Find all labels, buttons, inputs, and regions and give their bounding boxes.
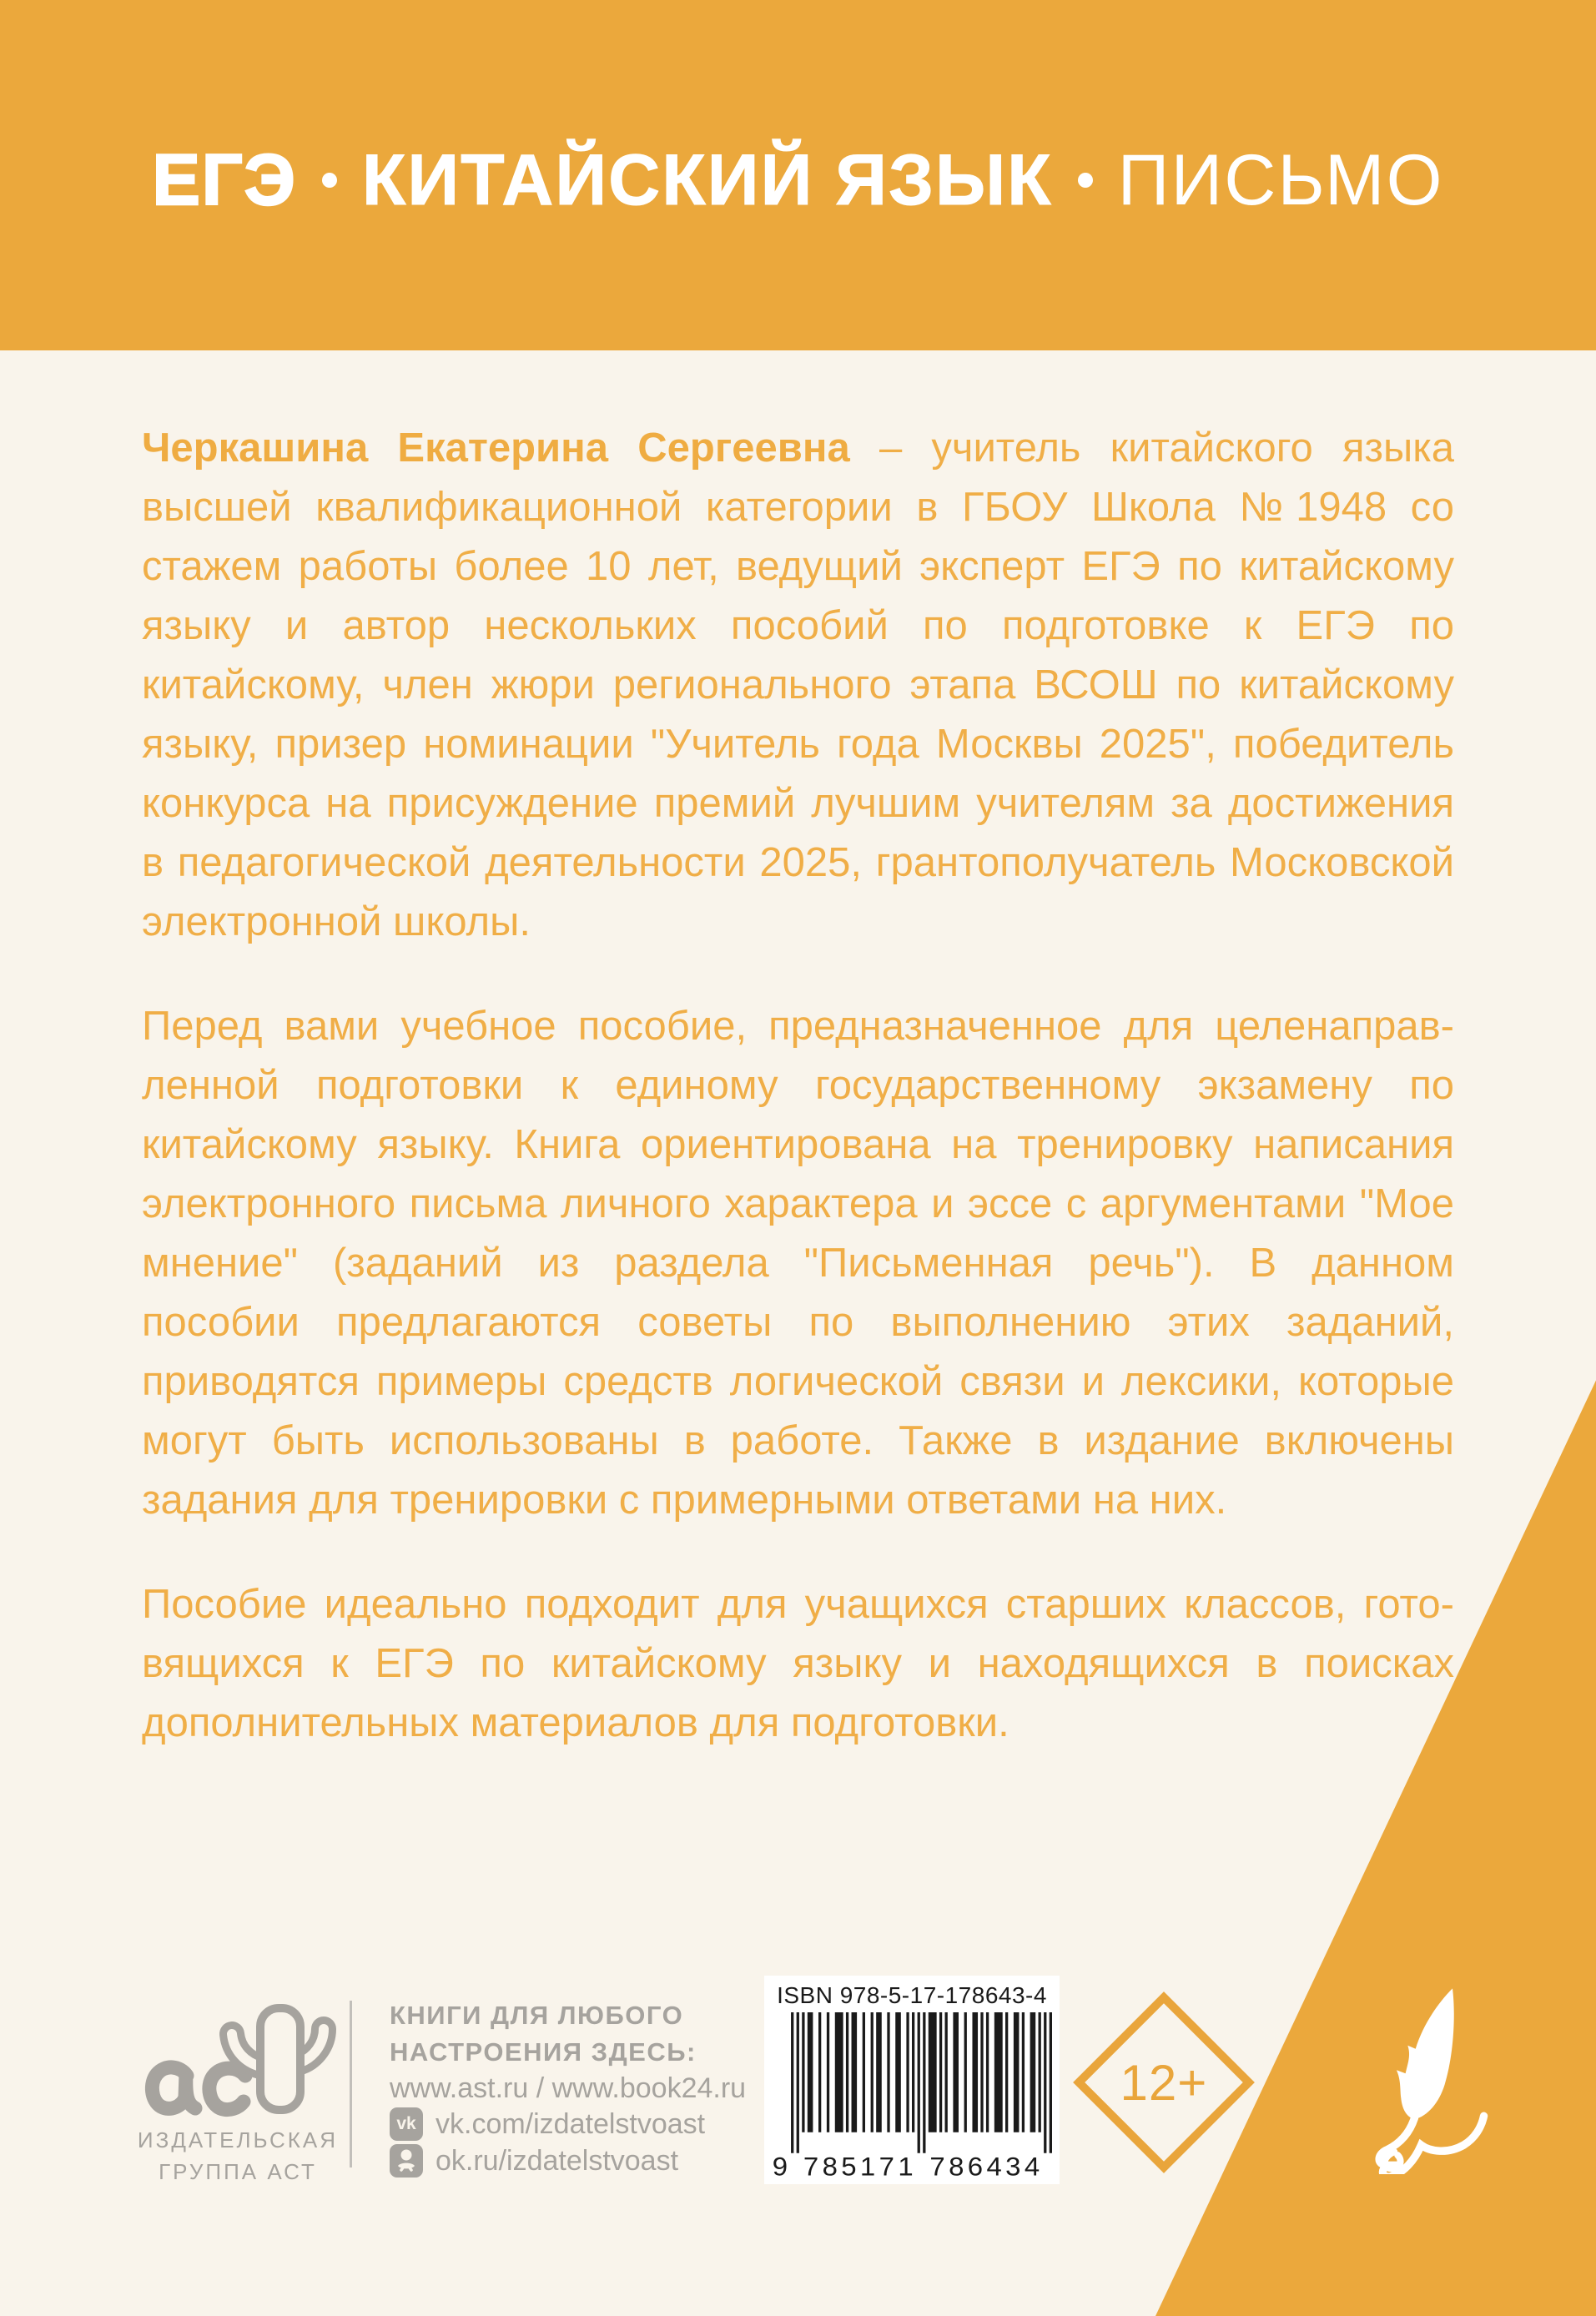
barcode-digit-group1: 785171 [803, 2152, 914, 2179]
annotation-text [142, 419, 1454, 1798]
ast-publisher-logo [133, 1996, 342, 2121]
author-description: – учитель китайского языка высшей квалификационной категории в ГБОУ Школа №1948 со стажем работы более 10 лет, ведущий эксперт ЕГЭ по китайскому языку и автор нескольких пособий по подготовке к ЕГЭ по китайскому, член жюри регионального этапа ВСОШ по китайскому языку, призер номинации "Учитель года Москвы 2025", победитель конкурса на присуждение премий лучшим учителям за достижения в педагогической деятельности 2025, грантополучатель Московской электронной школы. [142, 425, 1454, 944]
separator-dot [322, 173, 337, 188]
vk-icon [390, 2107, 423, 2141]
separator-dot [1078, 173, 1093, 188]
author-name: Черкашина Екатерина Сергеевна [142, 425, 850, 471]
barcode [764, 1976, 1060, 2184]
vk-link-row [390, 2107, 705, 2141]
isbn-number: ISBN 978-5-17-178643-4 [777, 1982, 1047, 2008]
audience-paragraph: Пособие идеально подходит для учащихся старших классов, готовящихся к ЕГЭ по китайскому языку и находящихся в поисках дополнительных материалов для подготовки. [142, 1582, 1454, 1745]
tagline-line1: КНИГИ ДЛЯ ЛЮБОГО [390, 2001, 684, 2030]
ok-url: ok.ru/izdatelstvoast [436, 2144, 679, 2177]
publisher-caption-line1: ИЗДАТЕЛЬСКАЯ [137, 2127, 339, 2152]
tagline-line2: НАСТРОЕНИЯ ЗДЕСЬ: [390, 2037, 697, 2067]
ok-icon [390, 2144, 423, 2178]
ast-logo-icon [133, 1996, 342, 2121]
age-rating-label: 12+ [1120, 2054, 1208, 2111]
header-band [0, 0, 1596, 350]
ean13-barcode [772, 2012, 1052, 2179]
title-section: ПИСЬМО [1117, 139, 1444, 220]
age-rating-badge [1073, 1991, 1255, 2173]
barcode-digit-first: 9 [772, 2152, 788, 2179]
book-description-paragraph: Перед вами учебное пособие, предназначенное для целенаправленной подготовки к единому государственному экзамену по китайскому языку. Книга ориентирована на тренировку написания электронного письма личного характера и эссе с аргументами "Мое мнение" (заданий из раздела "Письменная речь"). В данном пособии предлагаются советы по выполнению этих заданий, приводятся примеры средств логической связи и лексики, которые могут быть использованы в работе. Также в издание включены задания для тренировки с примерными ответами на них. [142, 1004, 1454, 1523]
ok-person-glyph [390, 2144, 423, 2178]
title-subject: КИТАЙСКИЙ ЯЗЫК [361, 139, 1053, 220]
publisher-caption [117, 2124, 359, 2188]
feather-logo-icon [1367, 1984, 1496, 2174]
publisher-tagline [390, 1997, 697, 2071]
page-title [153, 129, 1444, 222]
barcode-digit-group2: 786434 [929, 2152, 1040, 2179]
ok-link-row [390, 2144, 678, 2178]
author-paragraph [142, 419, 1454, 952]
vk-icon-label: vk [396, 2114, 416, 2133]
title-exam: ЕГЭ [152, 139, 297, 220]
publisher-websites: www.ast.ru / www.book24.ru [390, 2072, 747, 2104]
publisher-caption-line2: ГРУППА АСТ [159, 2159, 317, 2184]
vk-url: vk.com/izdatelstvoast [436, 2107, 706, 2140]
vertical-divider [350, 2001, 352, 2167]
